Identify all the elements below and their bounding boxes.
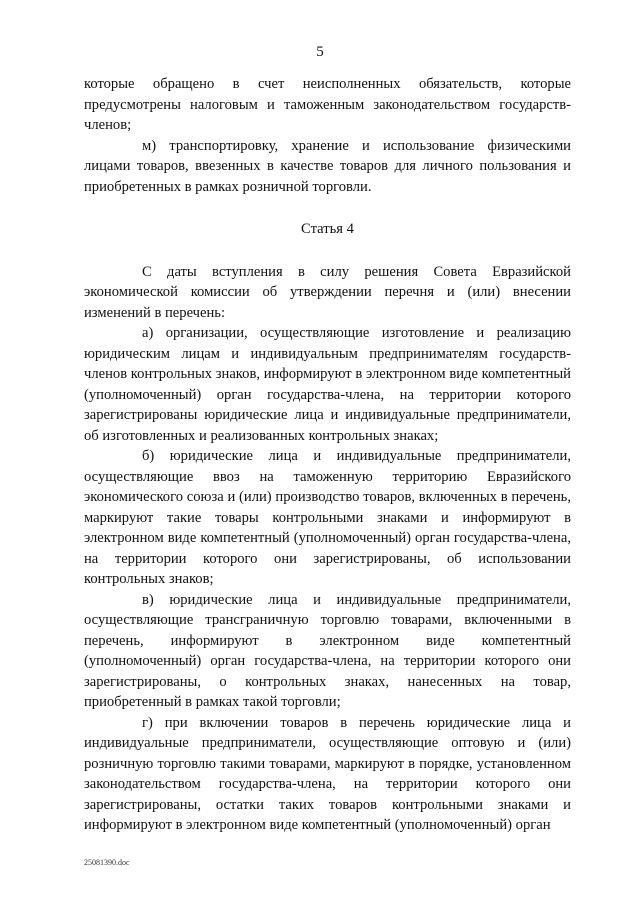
paragraph-item-m: м) транспортировку, хранение и использование физическими лицами товаров, ввезенных в качестве товаров для личного пользования и приобретенных в рамках розничной торговли. bbox=[84, 137, 571, 195]
paragraph-item-a: а) организации, осуществляющие изготовление и реализацию юридическим лицам и индивидуальным предпринимателям государств-членов контрольных знаков, информируют в электронном виде компетентный (уполномоченный) орган государства-члена, на территории которого зарегистрированы юридические лица и индивидуальные предприниматели, об изготовленных и реализованных контрольных знаках; bbox=[84, 325, 571, 444]
footer-filename: 25081390.doc bbox=[84, 858, 130, 867]
paragraph-item-g: г) при включении товаров в перечень юридические лица и индивидуальные предприниматели, осуществляющие оптовую и (или) розничную торговлю такими товарами, маркируют в порядке, установленном законодательством государства-члена, на территории которого они зарегистрированы, остатки таких товаров контрольными знаками и информируют в электронном виде компетентный (уполномоченный) орган bbox=[84, 714, 571, 833]
document-body bbox=[84, 74, 571, 836]
paragraph-article-intro: С даты вступления в силу решения Совета Евразийской экономической комиссии об утверждении перечня и (или) внесении изменений в перечень: bbox=[84, 263, 571, 321]
paragraph-continuation: которые обращено в счет неисполненных обязательств, которые предусмотрены налоговым и таможенным законодательством государств-членов; bbox=[84, 76, 571, 133]
page-number: 5 bbox=[316, 44, 324, 60]
paragraph-item-v: в) юридические лица и индивидуальные предприниматели, осуществляющие трансграничную торговлю товарами, включенными в перечень, информируют в электронном виде компетентный (уполномоченный) орган государства-члена, на территории которого они зарегистрированы, о контрольных знаках, нанесенных на товар, приобретенный в рамках такой торговли; bbox=[84, 591, 571, 710]
article-heading: Статья 4 bbox=[301, 221, 354, 237]
paragraph-item-b: б) юридические лица и индивидуальные предприниматели, осуществляющие ввоз на таможенную территорию Евразийского экономического союза и (или) производство товаров, включенных в перечень, маркируют такие товары контрольными знаками и информируют в электронном виде компетентный (уполномоченный) орган государства-члена, на территории которого они зарегистрированы, об использовании контрольных знаков; bbox=[84, 448, 571, 587]
